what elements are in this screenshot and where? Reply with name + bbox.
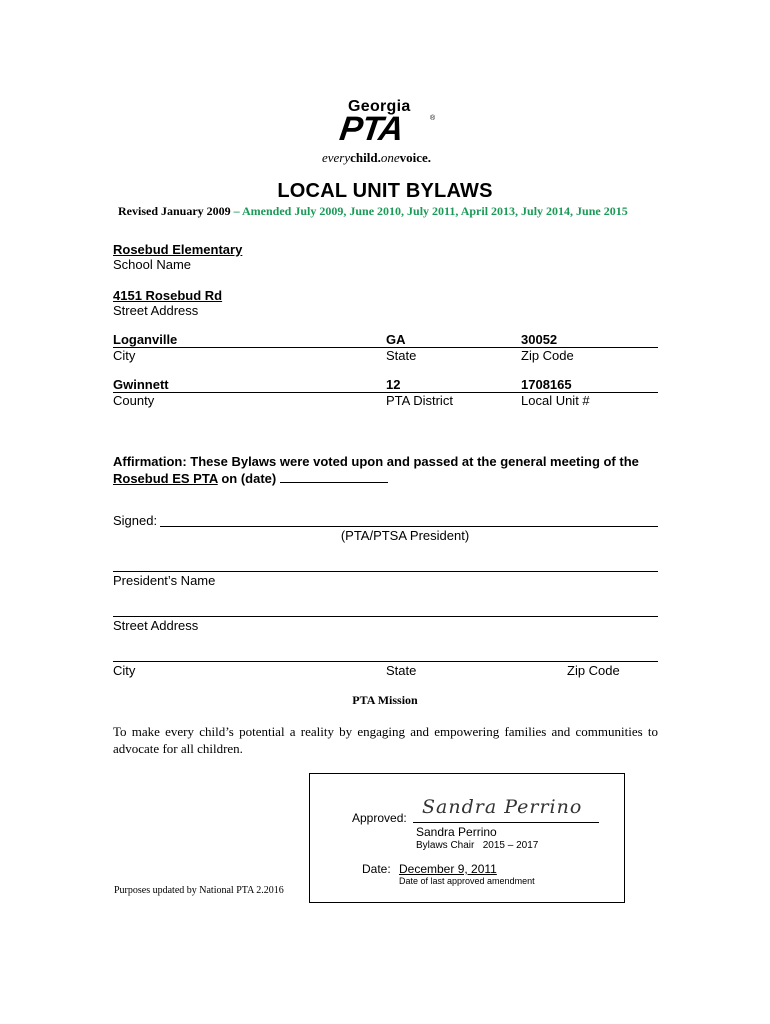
- amended-dates: – Amended July 2009, June 2010, July 2011, April 2013, July 2014, June 2015: [230, 204, 628, 218]
- mission-heading: PTA Mission: [352, 693, 418, 707]
- logo-georgia-text: Georgia: [348, 98, 411, 115]
- page-title: LOCAL UNIT BYLAWS: [277, 180, 493, 202]
- president-city-label: City: [113, 663, 136, 678]
- school-name-value: Rosebud Elementary: [113, 242, 243, 257]
- affirmation-date-field[interactable]: [280, 470, 388, 483]
- affirmation-text: Affirmation: These Bylaws were voted upon and passed at the general meeting of the: [113, 454, 639, 469]
- city-label: City: [113, 348, 136, 363]
- approval-date-label: Date:: [362, 862, 391, 876]
- approver-role: Bylaws Chair 2015 – 2017: [416, 840, 539, 851]
- affirmation-unit-name: Rosebud ES PTA: [113, 471, 218, 486]
- state-value: GA: [386, 333, 521, 348]
- georgia-pta-logo: [310, 96, 460, 168]
- city-value: Loganville: [113, 333, 386, 348]
- logo-registered-mark: ®: [430, 115, 436, 122]
- street-address-value: 4151 Rosebud Rd: [113, 288, 223, 303]
- affirmation-date-label: on (date): [217, 471, 280, 486]
- zip-value: 30052: [521, 333, 658, 348]
- revised-date: Revised January 2009: [118, 204, 231, 218]
- approval-signature: Sandra Perrino: [422, 796, 583, 818]
- logo-pta-text: PTA: [337, 110, 406, 148]
- approver-name: Sandra Perrino: [416, 825, 497, 839]
- approval-date-value: December 9, 2011: [399, 862, 497, 876]
- street-address-block: [113, 288, 222, 318]
- presidents-name-label: President’s Name: [113, 573, 216, 588]
- president-street-label: Street Address: [113, 618, 199, 633]
- zip-label: Zip Code: [521, 348, 574, 363]
- state-label: State: [386, 348, 417, 363]
- approved-label: Approved:: [352, 811, 407, 825]
- county-label: County: [113, 393, 155, 408]
- district-label: PTA District: [386, 393, 453, 408]
- president-zip-label: Zip Code: [567, 663, 620, 678]
- president-state-label: State: [386, 663, 417, 678]
- president-street-line[interactable]: [113, 616, 658, 617]
- approval-signature-line: [413, 822, 599, 823]
- president-city-line[interactable]: [113, 661, 658, 662]
- district-value: 12: [386, 378, 521, 393]
- county-value: Gwinnett: [113, 378, 386, 393]
- street-address-label: Street Address: [113, 303, 199, 318]
- school-name-block: [113, 242, 242, 272]
- logo-tagline: everychild.onevoice.: [322, 150, 432, 165]
- local-unit-label: Local Unit #: [521, 393, 590, 408]
- revision-history: [118, 204, 628, 219]
- signed-label: Signed:: [113, 513, 158, 528]
- affirmation-statement: [113, 453, 673, 487]
- approval-box: [309, 773, 625, 903]
- president-role-label: (PTA/PTSA President): [340, 528, 470, 543]
- school-name-label: School Name: [113, 257, 192, 272]
- footer-note: Purposes updated by National PTA 2.2016: [114, 885, 284, 896]
- mission-text: To make every child’s potential a reality by engaging and empowering families and communities to advocate for all children.: [113, 724, 658, 756]
- signature-line[interactable]: [160, 526, 658, 527]
- presidents-name-line[interactable]: [113, 571, 658, 572]
- approval-date-note: Date of last approved amendment: [399, 876, 535, 886]
- approver-term: 2015 – 2017: [482, 840, 539, 851]
- local-unit-value: 1708165: [521, 378, 658, 393]
